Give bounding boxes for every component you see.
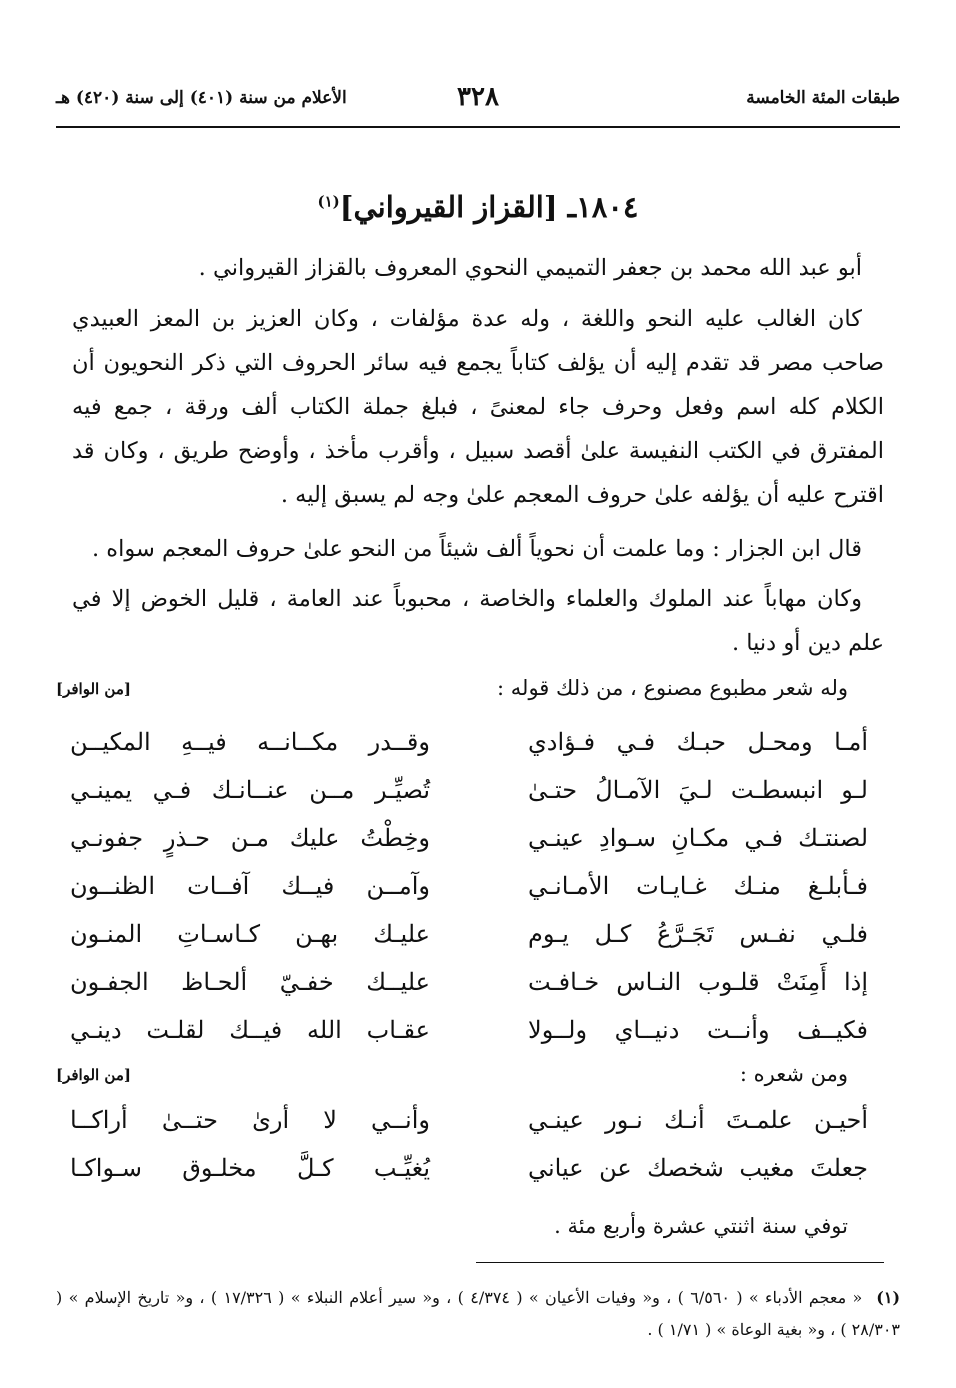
verse-first-hemistich: فكيــف وأنــت دنيــاي ولــولا (528, 1016, 868, 1044)
verse-line (70, 1154, 868, 1202)
verse-line (70, 728, 868, 776)
footnote-number: (١) (876, 1288, 901, 1307)
verse-second-hemistich: وخِطْتُ عليك مـن حـذرٍ جفونـي (70, 824, 430, 852)
verse-first-hemistich: جعلتَ مغيب شخصك عن عياني (528, 1154, 868, 1182)
poem1-intro: وله شعر مطبوع مصنوع ، من ذلك قوله : (497, 676, 848, 700)
poem1-meter: [من الوافر] (56, 680, 131, 698)
footnote (56, 1282, 900, 1346)
paragraph-text: وكان مهاباً عند الملوك والعلماء والخاصة ، محبوباً عند العامة ، قليل الخوض إلا في علم دين أو دنيا . (72, 586, 884, 656)
verse-first-hemistich: فلـي نفـس تَجَـرَّعُ كـل يـوم (528, 920, 868, 948)
verse-second-hemistich: وقــدر مكــانــه فيــهِ المكيــن (70, 728, 430, 756)
paragraph-text: كان الغالب عليه النحو واللغة ، وله عدة مؤلفات ، وكان العزيز بن المعز العبيدي صاحب مصر قد تقدم إليه أن يؤلف كتاباً يجمع فيه سائر الحروف التي ذكر النحويون أن الكلام كله اسم وفعل وحرف جاء لمعنىً ، فبلغ جملة الكتاب ألف ورقة ، جمع فيه المفترق في الكتب النفيسة علىٰ أقصد سبيل ، وأقرب مأخذ ، وأوضح طريق ، وكان قد اقترح عليه أن يؤلفه علىٰ حروف المعجم علىٰ وجه لم يسبق إليه . (72, 306, 884, 508)
entry-title (0, 190, 956, 224)
verse-second-hemistich: يُغيِّـب كـلَّ مخلـوق سـواكـا (70, 1154, 430, 1182)
verse-line (70, 824, 868, 872)
footnote-marker: (١) (317, 192, 340, 211)
paragraph-text: أبو عبد الله محمد بن جعفر التميمي النحوي المعروف بالقزاز القيرواني . (198, 255, 862, 281)
verse-second-hemistich: تُصيِّـر مــن عنــانـك فـي يمينـي (70, 776, 430, 804)
paragraph-reputation (72, 577, 884, 665)
verse-second-hemistich: وأنــي لا أرىٰ حتــىٰ أراكــا (70, 1106, 430, 1134)
verse-first-hemistich: لصنتـك فـي مكـانِ سـوادِ عينـي (528, 824, 868, 852)
verse-line (70, 920, 868, 968)
verse-first-hemistich: إذا أَمِنَتْ قلـوب النـاس خـافـت (528, 968, 868, 996)
verse-first-hemistich: لـو انبسطـت لـيَ الآمـالُ حتـىٰ (528, 776, 868, 804)
poem2-meter: [من الوافر] (56, 1066, 131, 1084)
death-note: توفي سنة اثنتي عشرة وأربع مئة . (554, 1214, 848, 1238)
entry-title-text: ١٨٠٤ـ [القزاز القيرواني] (339, 190, 639, 224)
verse-line (70, 1016, 868, 1064)
poem1-verses (70, 728, 868, 1064)
verse-first-hemistich: أمـا ومحـل حبـك فـي فـؤادي (528, 728, 868, 756)
header-section-title: طبقات المئة الخامسة (746, 88, 900, 108)
verse-second-hemistich: عقـاب الله فيــك لقلـت دينـي (70, 1016, 430, 1044)
header-divider (56, 126, 900, 128)
verse-second-hemistich: عليـك بهـن كـاسـاتِ المنـون (70, 920, 430, 948)
verse-line (70, 872, 868, 920)
verse-line (70, 1106, 868, 1154)
verse-second-hemistich: عليــك خفـيّ ألحـاظ الجفـون (70, 968, 430, 996)
poem2-intro: ومن شعره : (739, 1062, 848, 1086)
paragraph-text: قال ابن الجزار : وما علمت أن نحوياً ألف شيئاً من النحو علىٰ حروف المعجم سواه . (91, 536, 862, 562)
paragraph-biography (72, 297, 884, 517)
verse-first-hemistich: فـأبلـغ منـك غـايـات الأمـانـي (528, 872, 868, 900)
paragraph-quote (72, 527, 884, 571)
verse-line (70, 968, 868, 1016)
page-number: ٣٢٨ (457, 82, 499, 112)
verse-second-hemistich: وآمــن فيــك آفــات الظنــون (70, 872, 430, 900)
running-header (56, 82, 900, 122)
header-year-range: الأعلام من سنة (٤٠١) إلى سنة (٤٢٠) هـ (56, 88, 347, 108)
verse-first-hemistich: أحيـن علمـتَ أنـك نـور عينـي (528, 1106, 868, 1134)
footnote-text: « معجم الأدباء » ( ٦/٥٦٠ ) ، و« وفيات الأعيان » ( ٤/٣٧٤ ) ، و« سير أعلام النبلاء » ( ١٧/٣٢٦ ) ، و« تاريخ الإسلام » ( ٢٨/٣٠٣ ) ، و« بغية الوعاة » ( ١/٧١ ) . (56, 1288, 900, 1339)
verse-line (70, 776, 868, 824)
footnote-divider (476, 1262, 884, 1263)
poem2-verses (70, 1106, 868, 1202)
paragraph-name (72, 246, 884, 290)
